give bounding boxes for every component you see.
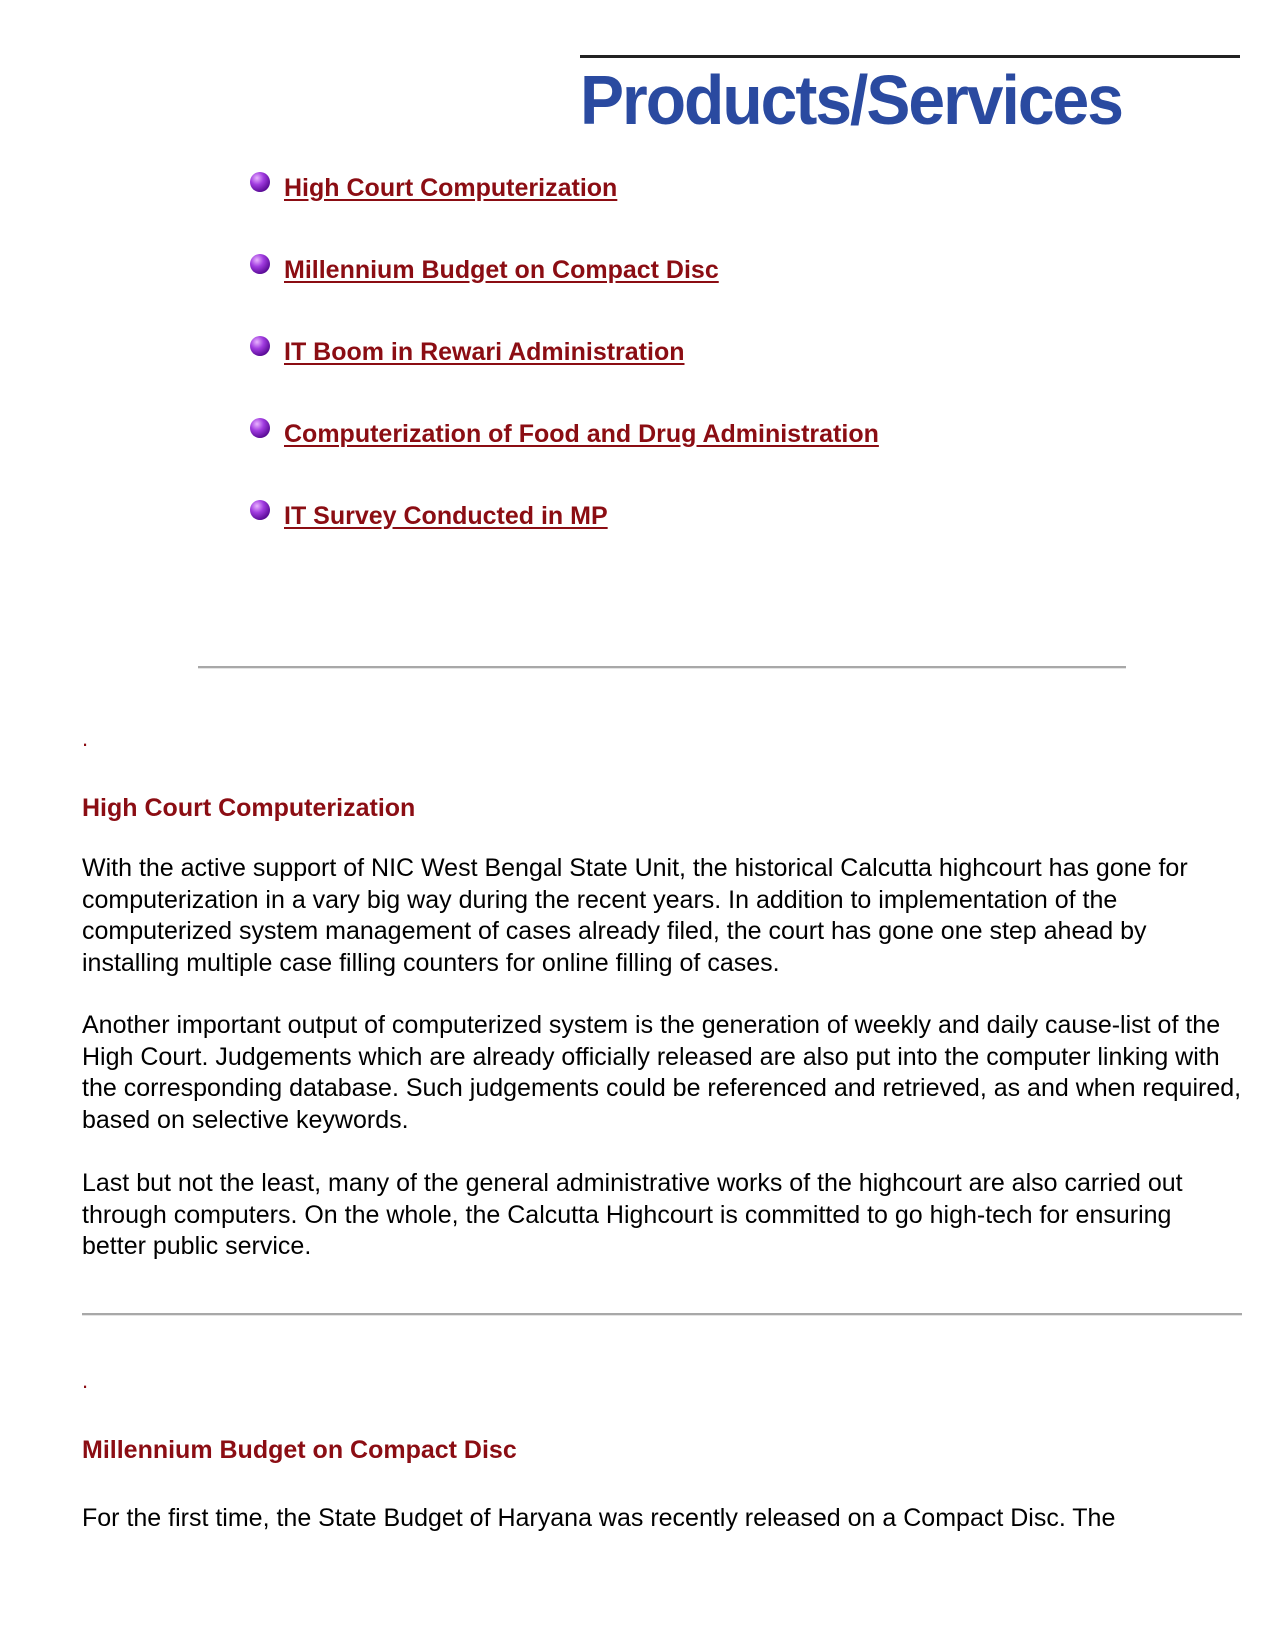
nav-link-high-court[interactable]: High Court Computerization [284, 173, 618, 202]
purple-sphere-bullet-icon [250, 418, 270, 438]
page-title: Products/Services [580, 60, 1122, 139]
nav-item-food-drug [250, 414, 879, 454]
section-heading-millennium-budget: Millennium Budget on Compact Disc [82, 1436, 517, 1464]
section-paragraph: With the active support of NIC West Bengal State Unit, the historical Calcutta highcourt has gone for computerization in a vary big way during the recent years. In addition to implementation of the computerized system management of cases already filed, the court has gone one step ahead by installing multiple case filling counters for online filling of cases. [82, 854, 1188, 977]
nav-link-food-drug[interactable]: Computerization of Food and Drug Administration [284, 419, 879, 448]
nav-link-millennium-budget[interactable]: Millennium Budget on Compact Disc [284, 255, 719, 284]
purple-sphere-bullet-icon [250, 500, 270, 520]
purple-sphere-bullet-icon [250, 254, 270, 274]
section-paragraph: Another important output of computerized system is the generation of weekly and daily cause-list of the High Court. Judgements which are already officially released are also put into the computer linking with the corresponding database. Such judgements could be referenced and retrieved, as and when required, based on selective keywords. [82, 1011, 1242, 1134]
section-divider [82, 1313, 1242, 1316]
page-header [580, 55, 1240, 139]
nav-item-it-survey-mp [250, 496, 879, 536]
section-paragraph: Last but not the least, many of the general administrative works of the highcourt are also carried out through computers. On the whole, the Calcutta Highcourt is committed to go high-tech for ensuring better public service. [82, 1169, 1183, 1260]
nav-item-high-court [250, 168, 879, 208]
nav-link-it-boom-rewari[interactable]: IT Boom in Rewari Administration [284, 337, 685, 366]
section-heading-high-court: High Court Computerization [82, 794, 416, 822]
purple-sphere-bullet-icon [250, 172, 270, 192]
nav-item-millennium-budget [250, 250, 879, 290]
products-nav-list [250, 168, 879, 578]
section-divider [198, 666, 1126, 669]
section-anchor-dot: . [82, 1368, 89, 1393]
nav-item-it-boom-rewari [250, 332, 879, 372]
purple-sphere-bullet-icon [250, 336, 270, 356]
section-paragraph: For the first time, the State Budget of Haryana was recently released on a Compact Disc. The [82, 1504, 1116, 1532]
header-rule [580, 55, 1240, 58]
section-anchor-dot: . [82, 726, 89, 751]
nav-link-it-survey-mp[interactable]: IT Survey Conducted in MP [284, 501, 608, 530]
